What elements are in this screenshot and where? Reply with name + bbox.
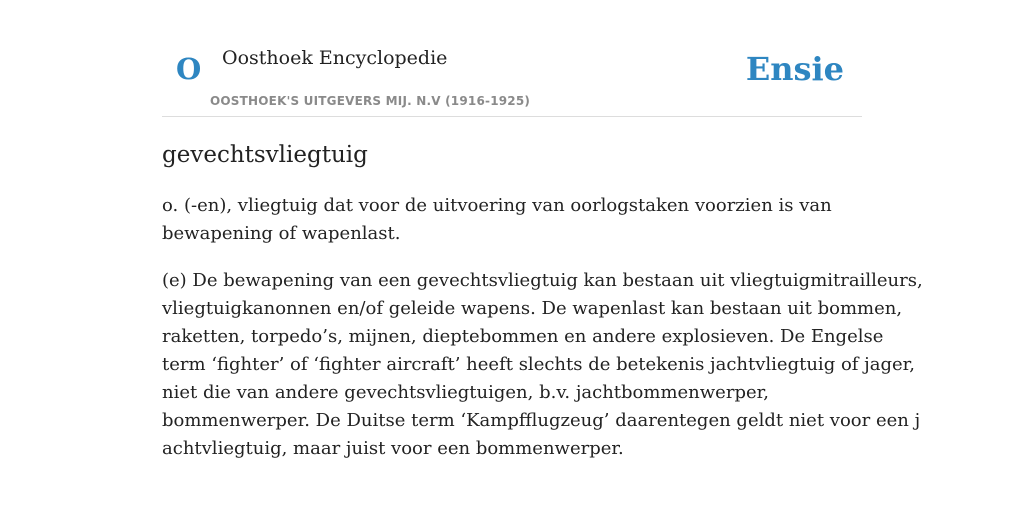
explanation-line: raketten, torpedo’s, mijnen, dieptebommen en andere explosieven. De Engelse [162, 326, 884, 347]
publisher-label: OOSTHOEK'S UITGEVERS MIJ. N.V (1916-1925) [210, 94, 531, 108]
entry-definition [162, 192, 862, 248]
explanation-line: niet die van andere gevechtsvliegtuigen, b.v. jachtbommenwerper, [162, 382, 769, 403]
entry-title: gevechtsvliegtuig [162, 142, 368, 168]
brand-logo[interactable]: Ensie [745, 50, 844, 88]
page [162, 0, 923, 459]
explanation-line: bommenwerper. De Duitse term ‘Kampfflugzeug’ daarentegen geldt niet voor een j [162, 410, 921, 431]
explanation-line: (e) De bewapening van een gevechtsvliegtuig kan bestaan uit vliegtuigmitrailleurs, [162, 270, 923, 291]
site-header [162, 0, 862, 117]
explanation-line: term ‘fighter’ of ‘fighter aircraft’ heeft slechts de betekenis jachtvliegtuig of jager, [162, 354, 915, 375]
definition-line: o. (-en), vliegtuig dat voor de uitvoering van oorlogstaken voorzien is van [162, 195, 832, 216]
explanation-line: vliegtuigkanonnen en/of geleide wapens. De wapenlast kan bestaan uit bommen, [162, 298, 903, 319]
definition-line: bewapening of wapenlast. [162, 223, 401, 244]
site-logo[interactable]: O [176, 52, 202, 86]
explanation-line: achtvliegtuig, maar juist voor een bommenwerper. [162, 438, 624, 459]
entry-explanation [162, 267, 923, 463]
site-title[interactable]: Oosthoek Encyclopedie [222, 47, 448, 69]
